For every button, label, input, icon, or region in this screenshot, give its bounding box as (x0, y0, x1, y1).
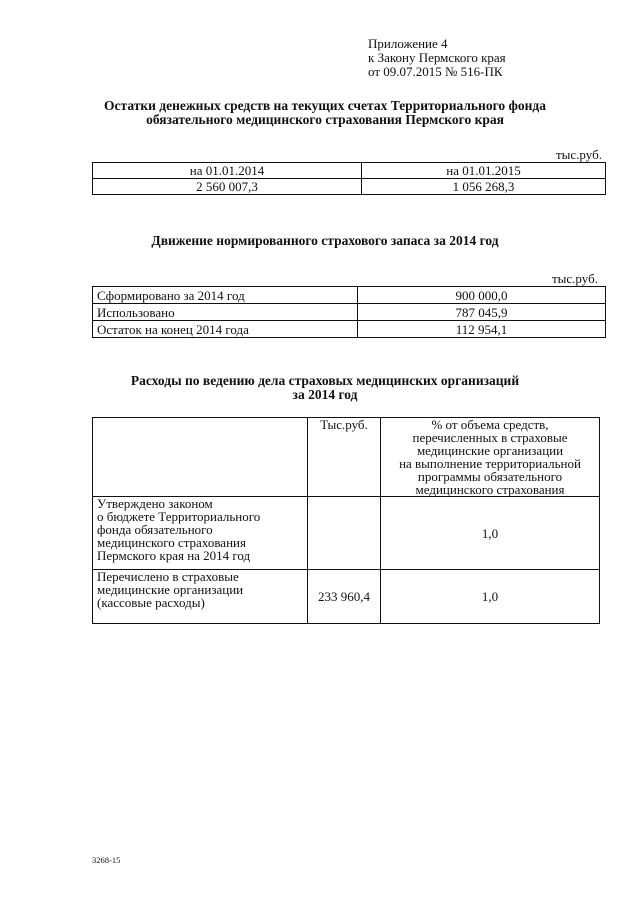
section1-title (60, 99, 590, 127)
label-line: медицинские организации (97, 582, 244, 597)
reserve-value-cell: 112 954,1 (358, 321, 606, 338)
reserve-label-cell: Сформировано за 2014 год (93, 287, 358, 304)
section3-title-line: Расходы по ведению дела страховых медицинских организаций (130, 373, 520, 388)
expenses-row-label (93, 570, 308, 624)
label-line: фонда обязательного (97, 522, 213, 537)
header-line: перечисленных в страховые (412, 430, 568, 445)
label-line: Перечислено в страховые (97, 569, 239, 584)
section3-title (60, 374, 590, 402)
expenses-row-percent: 1,0 (381, 570, 600, 624)
reserve-label-cell: Остаток на конец 2014 года (93, 321, 358, 338)
header-line: программы обязательного (417, 469, 563, 484)
expenses-header-percent (381, 418, 600, 497)
label-line: медицинского страхования (97, 535, 246, 550)
document-code: 3268-15 (92, 855, 121, 865)
expenses-table (92, 417, 600, 624)
appendix-line: к Закону Пермского края (368, 50, 506, 65)
section2-title: Движение нормированного страхового запаса за 2014 год (151, 233, 499, 248)
reserve-table (92, 286, 606, 338)
appendix-line: Приложение 4 (368, 36, 448, 51)
expenses-row-label (93, 497, 308, 570)
header-line: медицинские организации (416, 443, 564, 458)
balances-header-cell: на 01.01.2014 (93, 163, 362, 179)
section1-title-line: Остатки денежных средств на текущих счетах Территориального фонда (104, 98, 546, 113)
section1-unit: тыс.руб. (556, 147, 602, 162)
reserve-value-cell: 900 000,0 (358, 287, 606, 304)
section3-title-line: за 2014 год (292, 387, 358, 402)
expenses-header-amount: Тыс.руб. (308, 418, 381, 497)
section2-unit: тыс.руб. (552, 271, 598, 286)
expenses-row-amount: 233 960,4 (308, 570, 381, 624)
label-line: Утверждено законом (97, 496, 213, 511)
section1-title-line: обязательного медицинского страхования Пермского края (146, 112, 504, 127)
reserve-value-cell: 787 045,9 (358, 304, 606, 321)
appendix-header (368, 37, 506, 79)
expenses-header-empty (93, 418, 308, 497)
reserve-label-cell: Использовано (93, 304, 358, 321)
label-line: (кассовые расходы) (97, 595, 205, 610)
header-line: % от объема средств, (431, 417, 549, 432)
header-line: медицинского страхования (415, 482, 565, 497)
label-line: Пермского края на 2014 год (97, 548, 251, 563)
appendix-line: от 09.07.2015 № 516-ПК (368, 64, 503, 79)
balances-value-cell: 2 560 007,3 (93, 179, 362, 195)
label-line: о бюджете Территориального (97, 509, 261, 524)
header-line: на выполнение территориальной (399, 456, 581, 471)
balances-value-cell: 1 056 268,3 (362, 179, 606, 195)
balances-header-cell: на 01.01.2015 (362, 163, 606, 179)
balances-table (92, 162, 606, 195)
expenses-row-percent: 1,0 (381, 497, 600, 570)
expenses-row-amount (308, 497, 381, 570)
